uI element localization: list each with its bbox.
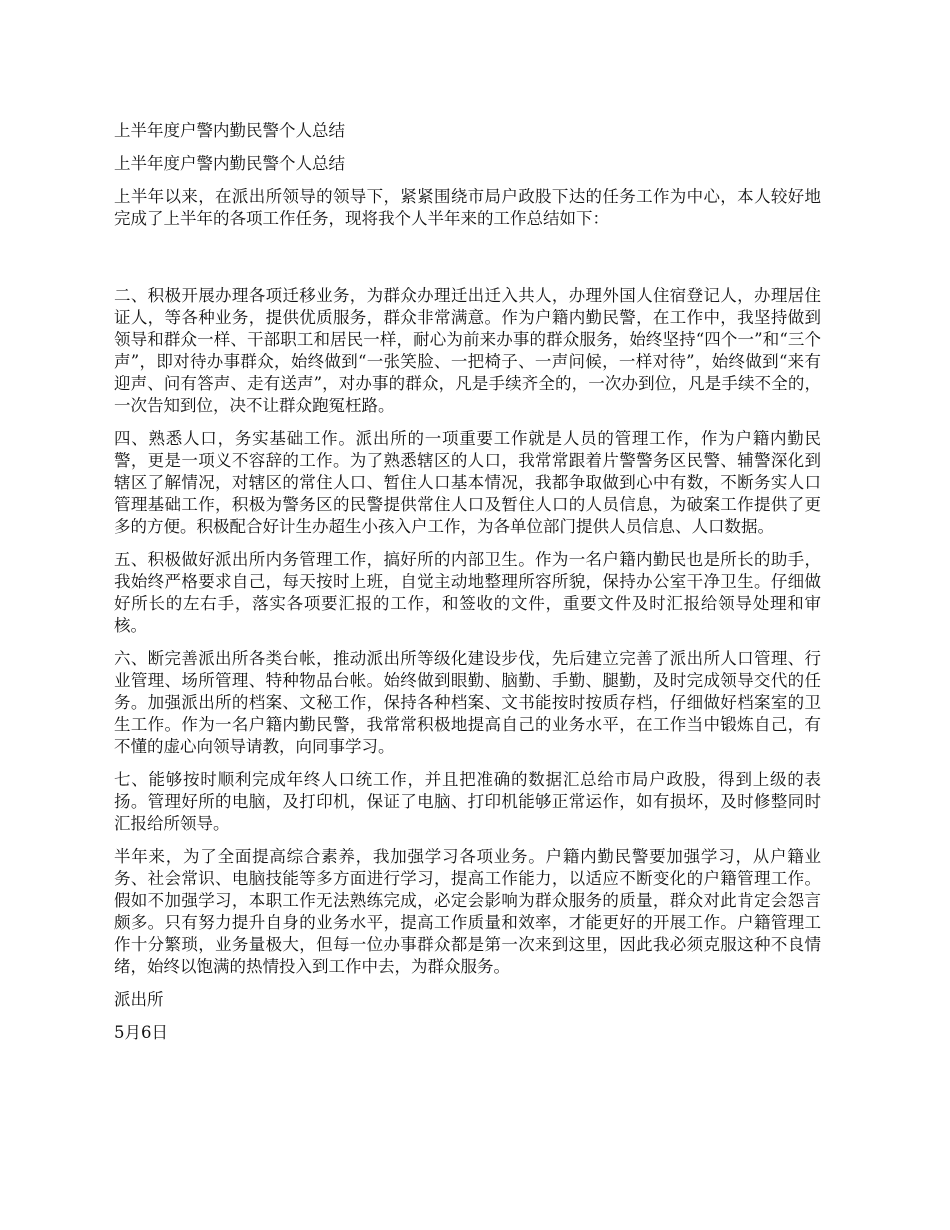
section-paragraph: 五、积极做好派出所内务管理工作，搞好所的内部卫生。作为一名户籍内勤民也是所长的助手，我始终严格要求自己，每天按时上班，自觉主动地整理所容所貌，保持办公室干净卫生。仔细做好所长的左右手，落实各项要汇报的工作，和签收的文件，重要文件及时汇报给领导处理和审核。	[114, 550, 821, 635]
document-title: 上半年度户警内勤民警个人总结	[114, 121, 345, 140]
blank-gap	[114, 241, 821, 285]
document-page	[114, 120, 821, 1055]
signature: 派出所	[114, 990, 164, 1009]
intro-paragraph: 上半年以来，在派出所领导的领导下，紧紧围绕市局户政股下达的任务工作为中心，本人较好地完成了上半年的各项工作任务，现将我个人半年来的工作总结如下：	[114, 187, 821, 228]
section-paragraph: 七、能够按时顺利完成年终人口统工作，并且把准确的数据汇总给市局户政股，得到上级的表扬。管理好所的电脑，及打印机，保证了电脑、打印机能够正常运作，如有损坏，及时修整同时汇报给所领导。	[114, 770, 821, 833]
section-paragraph: 半年来，为了全面提高综合素养，我加强学习各项业务。户籍内勤民警要加强学习，从户籍业务、社会常识、电脑技能等多方面进行学习，提高工作能力，以适应不断变化的户籍管理工作。假如不加强学习，本职工作无法熟练完成，必定会影响为群众服务的质量，群众对此肯定会怨言颇多。只有努力提升自身的业务水平，提高工作质量和效率，才能更好的开展工作。户籍管理工作十分繁琐，业务量极大，但每一位办事群众都是第一次来到这里，因此我必须克服这种不良情绪，始终以饱满的热情投入到工作中去，为群众服务。	[114, 847, 821, 976]
section-paragraph: 四、熟悉人口，务实基础工作。派出所的一项重要工作就是人员的管理工作，作为户籍内勤民警，更是一项义不容辞的工作。为了熟悉辖区的人口，我常常跟着片警警务区民警、辅警深化到辖区了解情况，对辖区的常住人口、暂住人口基本情况，我都争取做到心中有数，不断务实人口管理基础工作，积极为警务区的民警提供常住人口及暂住人口的人员信息，为破案工作提供了更多的方便。积极配合好计生办超生小孩入户工作，为各单位部门提供人员信息、人口数据。	[114, 429, 821, 536]
section-paragraph: 二、积极开展办理各项迁移业务，为群众办理迁出迁入共人，办理外国人住宿登记人，办理居住证人，等各种业务，提供优质服务，群众非常满意。作为户籍内勤民警，在工作中，我坚持做到领导和群众一样、干部职工和居民一样，耐心为前来办事的群众服务，始终坚持“四个一”和“三个声”，即对待办事群众，始终做到“一张笑脸、一把椅子、一声问候，一样对待”，始终做到“来有迎声、问有答声、走有送声”，对办事的群众，凡是手续齐全的，一次办到位，凡是手续不全的，一次告知到位，决不让群众跑冤枉路。	[114, 286, 821, 415]
section-paragraph: 六、断完善派出所各类台帐，推动派出所等级化建设步伐，先后建立完善了派出所人口管理、行业管理、场所管理、特种物品台帐。始终做到眼勤、脑勤、手勤、腿勤，及时完成领导交代的任务。加强派出所的档案、文秘工作，保持各种档案、文书能按时按质存档，仔细做好档案室的卫生工作。作为一名户籍内勤民警，我常常积极地提高自己的业务水平，在工作当中锻炼自己，有不懂的虚心向领导请教，向同事学习。	[114, 649, 821, 756]
date: 5月6日	[114, 1023, 168, 1042]
document-subtitle: 上半年度户警内勤民警个人总结	[114, 154, 345, 173]
